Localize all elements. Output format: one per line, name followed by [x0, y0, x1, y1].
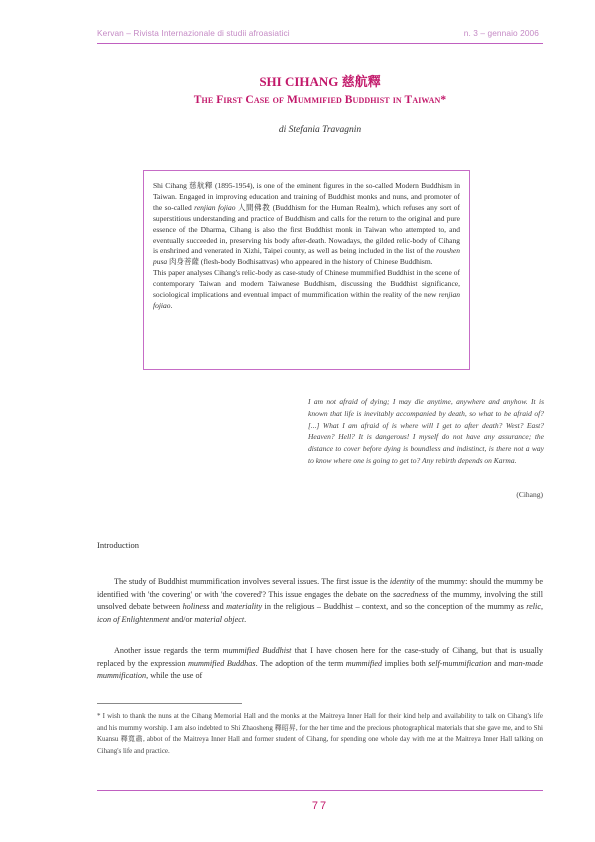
abstract-term: renjian fojiao [194, 202, 236, 212]
body-text: of the mummy, involving the still unsolved debate between [97, 589, 543, 611]
body-text: in the religious – Buddhist – context, and so the conception of the mummy as [262, 602, 527, 611]
body-emphasis: icon of Enlightenment [97, 614, 170, 624]
body-emphasis: relic [526, 602, 541, 611]
body-paragraph-1 [97, 576, 543, 626]
journal-title: Kervan – Rivista Internazionale di studii afroasiatici [97, 28, 290, 38]
abstract-text: Shi Cihang 慈航釋 (1895-1954), is one of the eminent figures in the so-called Modern Buddhism in Taiwan. Engaged in improving education and training of Buddhist monks and nuns, and promoter of the so-called [153, 181, 460, 212]
body-emphasis: identity [389, 577, 415, 586]
body-text: , [540, 602, 543, 611]
abstract-text: 人間佛教 (Buddhism for the Human Realm), which refuses any sort of superstitious understanding and practice of Buddhism and calls for the return to the original and pure essence of the Dharma, Cihang is also the first Buddhist monk in Taiwan who attempted to, and eventually succeeded in, preserving his body after-death. Nowadays, the gilded relic-body of Cihang is enshrined and venerated in Xizhi, Taipei county, as well as being included in the list of the [153, 202, 461, 256]
article-subtitle: The First Case of Mummified Buddhist in Taiwan* [193, 94, 447, 106]
body-emphasis: man-made mummification [97, 658, 544, 680]
body-emphasis: sacredness [392, 589, 429, 599]
body-emphasis: mummified Buddhas [188, 658, 256, 668]
body-text: implies both [382, 658, 429, 668]
body-text: and [491, 658, 509, 668]
epigraph-quote: I am not afraid of dying; I may die anytime, anywhere and anyhow. It is known that life is inevitably accompanied by death, so what to be afraid of? [...] What I am afraid of is where will I get to after death? West? East? Heaven? Hell? It is dangerous! I myself do not have any assurance; the distance to cover before dying is boundless and indistinct, is there not a way to know where one is going to get to? Any rebirth depends on Karma. [308, 397, 544, 465]
body-text: and [209, 602, 227, 611]
body-emphasis: holiness [182, 602, 210, 611]
body-text: of the mummy: should the mummy be identified with 'the covering' or with 'the covered'? This issue engages the debate on the [97, 577, 543, 599]
body-text: and/or [169, 614, 195, 624]
issue-number: n. 3 – gennaio 2006 [463, 28, 539, 38]
body-emphasis: self-mummification [428, 658, 492, 668]
article-author: di Stefania Travagnin [278, 125, 362, 135]
abstract-paragraph-2 [153, 268, 460, 312]
body-emphasis: materiality [226, 602, 263, 611]
header-divider [97, 43, 543, 44]
body-text: , while the use of [146, 671, 203, 680]
body-emphasis: mummified [345, 658, 383, 668]
footer-divider [97, 790, 543, 791]
body-text: that I have chosen here for the case-study of Cihang, but that is usually replaced by the expression [97, 646, 544, 668]
footnote-divider [97, 703, 242, 704]
abstract-term: roushen pusa [153, 246, 460, 267]
abstract-term: renjian fojiao [153, 290, 460, 310]
abstract-box [143, 170, 470, 370]
body-emphasis: mummified Buddhist [222, 646, 292, 655]
epigraph-attribution: (Cihang) [516, 490, 543, 499]
body-text: Another issue regards the term [114, 646, 223, 655]
body-text: The study of Buddhist mummification involves several issues. The first issue is the [114, 577, 390, 586]
body-text: . [244, 614, 247, 624]
abstract-text: This paper analyses Cihang's relic-body as case-study of Chinese mummified Buddhist in the scene of contemporary Taiwan and modern Taiwanese Buddhism, discussing the Buddhist significance, sociological implications and eventual impact of mummification within the reality of the new [153, 268, 460, 300]
abstract-text: . [170, 300, 173, 310]
page-number: 77 [311, 800, 329, 812]
footnote: * I wish to thank the nuns at the Cihang Memorial Hall and the monks at the Maitreya Inner Hall for their kind help and availability to talk on Cihang's life and his mummy worship. I am also indebted to Shi Zhaosheng 釋昭昇, for the her time and the precious photographical materials that she gave me, and to Shi Kuansu 釋寬肅, abbot of the Maitreya Inner Hall and former student of Cihang, for spending one whole day with me at the Maitreya Inner Hall talking on Cihang's life and practice. [97, 712, 543, 756]
body-paragraph-2 [97, 645, 543, 683]
body-emphasis: material object [194, 614, 245, 624]
article-title: SHI CIHANG 慈航釋 [259, 74, 381, 89]
section-heading: Introduction [97, 540, 140, 550]
abstract-paragraph-1 [153, 181, 460, 268]
body-text: . The adoption of the term [255, 658, 346, 668]
abstract-text: 肉身菩薩 (flesh-body Bodhisattvas) who appeared in the history of Chinese Buddhism. [167, 257, 433, 267]
